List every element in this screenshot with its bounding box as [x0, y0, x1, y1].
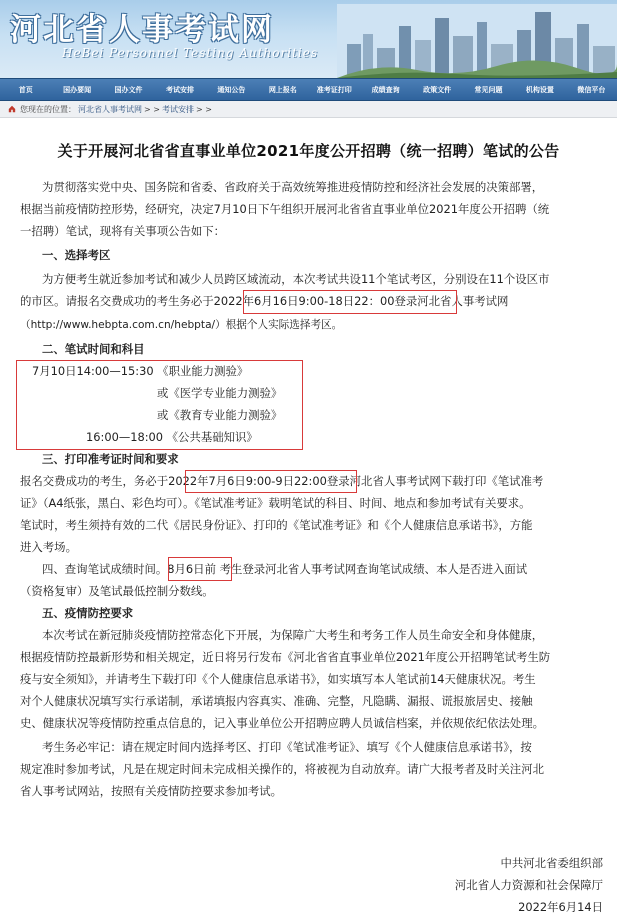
- paragraph-line: 根据当前疫情防控形势，经研究，决定7月10日下午组织开展河北省省直事业单位2021年度公开招聘（统: [20, 202, 550, 216]
- site-subtitle: HeBei Personnel Testing Authorities: [62, 46, 318, 60]
- nav-item-3[interactable]: 考试安排: [165, 85, 194, 94]
- breadcrumb-current-link[interactable]: 考试安排: [161, 104, 194, 114]
- nav-item-7[interactable]: 成绩查询: [371, 85, 400, 94]
- section-heading: 一、选择考区: [42, 248, 111, 262]
- paragraph-line: 笔试时，考生须持有效的二代《居民身份证》、打印的《笔试准考证》和《个人健康信息承诺书》，方能: [20, 518, 533, 532]
- nav-item-9[interactable]: 常见问题: [474, 85, 503, 94]
- city-skyline-image: [337, 4, 617, 78]
- nav-item-8[interactable]: 政策文件: [423, 85, 452, 94]
- paragraph-line: 对个人健康状况填写实行承诺制，承诺填报内容真实、准确、完整，凡隐瞒、漏报、谎报旅居史、接触: [20, 694, 533, 708]
- paragraph-line: 一招聘）笔试，现将有关事项公告如下：: [20, 224, 226, 238]
- paragraph-line: 的市区。请报名交费成功的考生务必于2022年6月16日9:00-18日22：00登录河北省人事考试网: [20, 294, 509, 308]
- breadcrumb-tail: > >: [195, 104, 212, 114]
- signature-org-2: 河北省人力资源和社会保障厅: [454, 878, 603, 892]
- home-icon: [8, 105, 16, 113]
- signature-date: 2022年6月14日: [518, 900, 603, 914]
- section-heading: 五、疫情防控要求: [42, 606, 134, 620]
- paragraph-line: 疫与安全须知》，并请考生下载打印《个人健康信息承诺书》，如实填写本人笔试前14天健康状况。考生: [20, 672, 536, 686]
- section-heading: 三、打印准考证时间和要求: [42, 452, 179, 466]
- paragraph-line-score: 四、查询笔试成绩时间。8月6日前 考生登录河北省人事考试网查询笔试成绩、本人是否进入面试: [42, 562, 528, 576]
- nav-item-6[interactable]: 准考证打印: [316, 85, 352, 94]
- paragraph-line: 证》（A4纸张，黑白、彩色均可）。《笔试准考证》载明笔试的科目、时间、地点和参加考试有关要求。: [20, 496, 531, 510]
- paragraph-line: 为贯彻落实党中央、国务院和省委、省政府关于高效统筹推进疫情防控和经济社会发展的决策部署，: [42, 180, 544, 194]
- paragraph-line: （http://www.hebpta.com.cn/hebpta/）根据个人实际选择考区。: [20, 319, 343, 331]
- paragraph-line: 考生务必牢记：请在规定时间内选择考区、打印《笔试准考证》、填写《个人健康信息承诺书》，按: [42, 740, 532, 754]
- paragraph-line: 进入考场。: [20, 540, 77, 554]
- breadcrumb-prefix: 您现在的位置：: [20, 104, 76, 114]
- nav-item-10[interactable]: 机构设置: [525, 85, 554, 94]
- signature-org-1: 中共河北省委组织部: [500, 856, 603, 870]
- nav-item-4[interactable]: 通知公告: [217, 85, 246, 94]
- nav-item-5[interactable]: 网上报名: [268, 85, 297, 94]
- article-title: 关于开展河北省省直事业单位2021年度公开招聘（统一招聘）笔试的公告: [57, 142, 560, 160]
- schedule-line: 或《医学专业能力测验》: [157, 386, 283, 400]
- schedule-line: 7月10日14:00—15:30 《职业能力测验》: [32, 364, 249, 378]
- paragraph-line: 本次考试在新冠肺炎疫情防控常态化下开展，为保障广大考生和考务工作人员生命安全和身体健康，: [42, 628, 544, 642]
- paragraph-line: （资格复审）及笔试最低控制分数线。: [20, 584, 214, 598]
- paragraph-line: 规定准时参加考试，凡是在规定时间未完成相关操作的，将被视为自动放弃。请广大报考者及时关注河北: [20, 762, 544, 776]
- paragraph-line: 为方便考生就近参加考试和减少人员跨区域流动，本次考试共设11个笔试考区，分别设在11个设区市: [42, 272, 550, 286]
- paragraph-line: 史、健康状况等疫情防控重点信息的，记入事业单位公开招聘应聘人员诚信档案，并依规依纪依法处理。: [20, 716, 544, 730]
- site-banner: [0, 0, 617, 78]
- paragraph-line: 根据疫情防控最新形势和相关规定，近日将另行发布《河北省省直事业单位2021年度公开招聘笔试考生防: [20, 650, 551, 664]
- site-title[interactable]: 河北省人事考试网: [10, 12, 274, 48]
- breadcrumb: [0, 101, 617, 118]
- nav-item-11[interactable]: 微信平台: [577, 85, 606, 94]
- schedule-line: 或《教育专业能力测验》: [157, 408, 283, 422]
- paragraph-line: 省人事考试网站，按照有关疫情防控要求参加考试。: [20, 784, 282, 798]
- breadcrumb-home-link[interactable]: 河北省人事考试网: [78, 104, 142, 114]
- nav-item-0[interactable]: 首页: [18, 85, 33, 94]
- schedule-line: 16:00—18:00 《公共基础知识》: [86, 430, 258, 444]
- section-heading: 二、笔试时间和科目: [42, 342, 145, 356]
- paragraph-line: 报名交费成功的考生，务必于2022年7月6日9:00-9日22:00登录河北省人事考试网下载打印《笔试准考: [20, 474, 544, 488]
- nav-item-1[interactable]: 国办要闻: [63, 85, 92, 94]
- breadcrumb-separator: > >: [144, 104, 160, 114]
- main-nav: [0, 78, 617, 101]
- nav-item-2[interactable]: 国办文件: [114, 85, 143, 94]
